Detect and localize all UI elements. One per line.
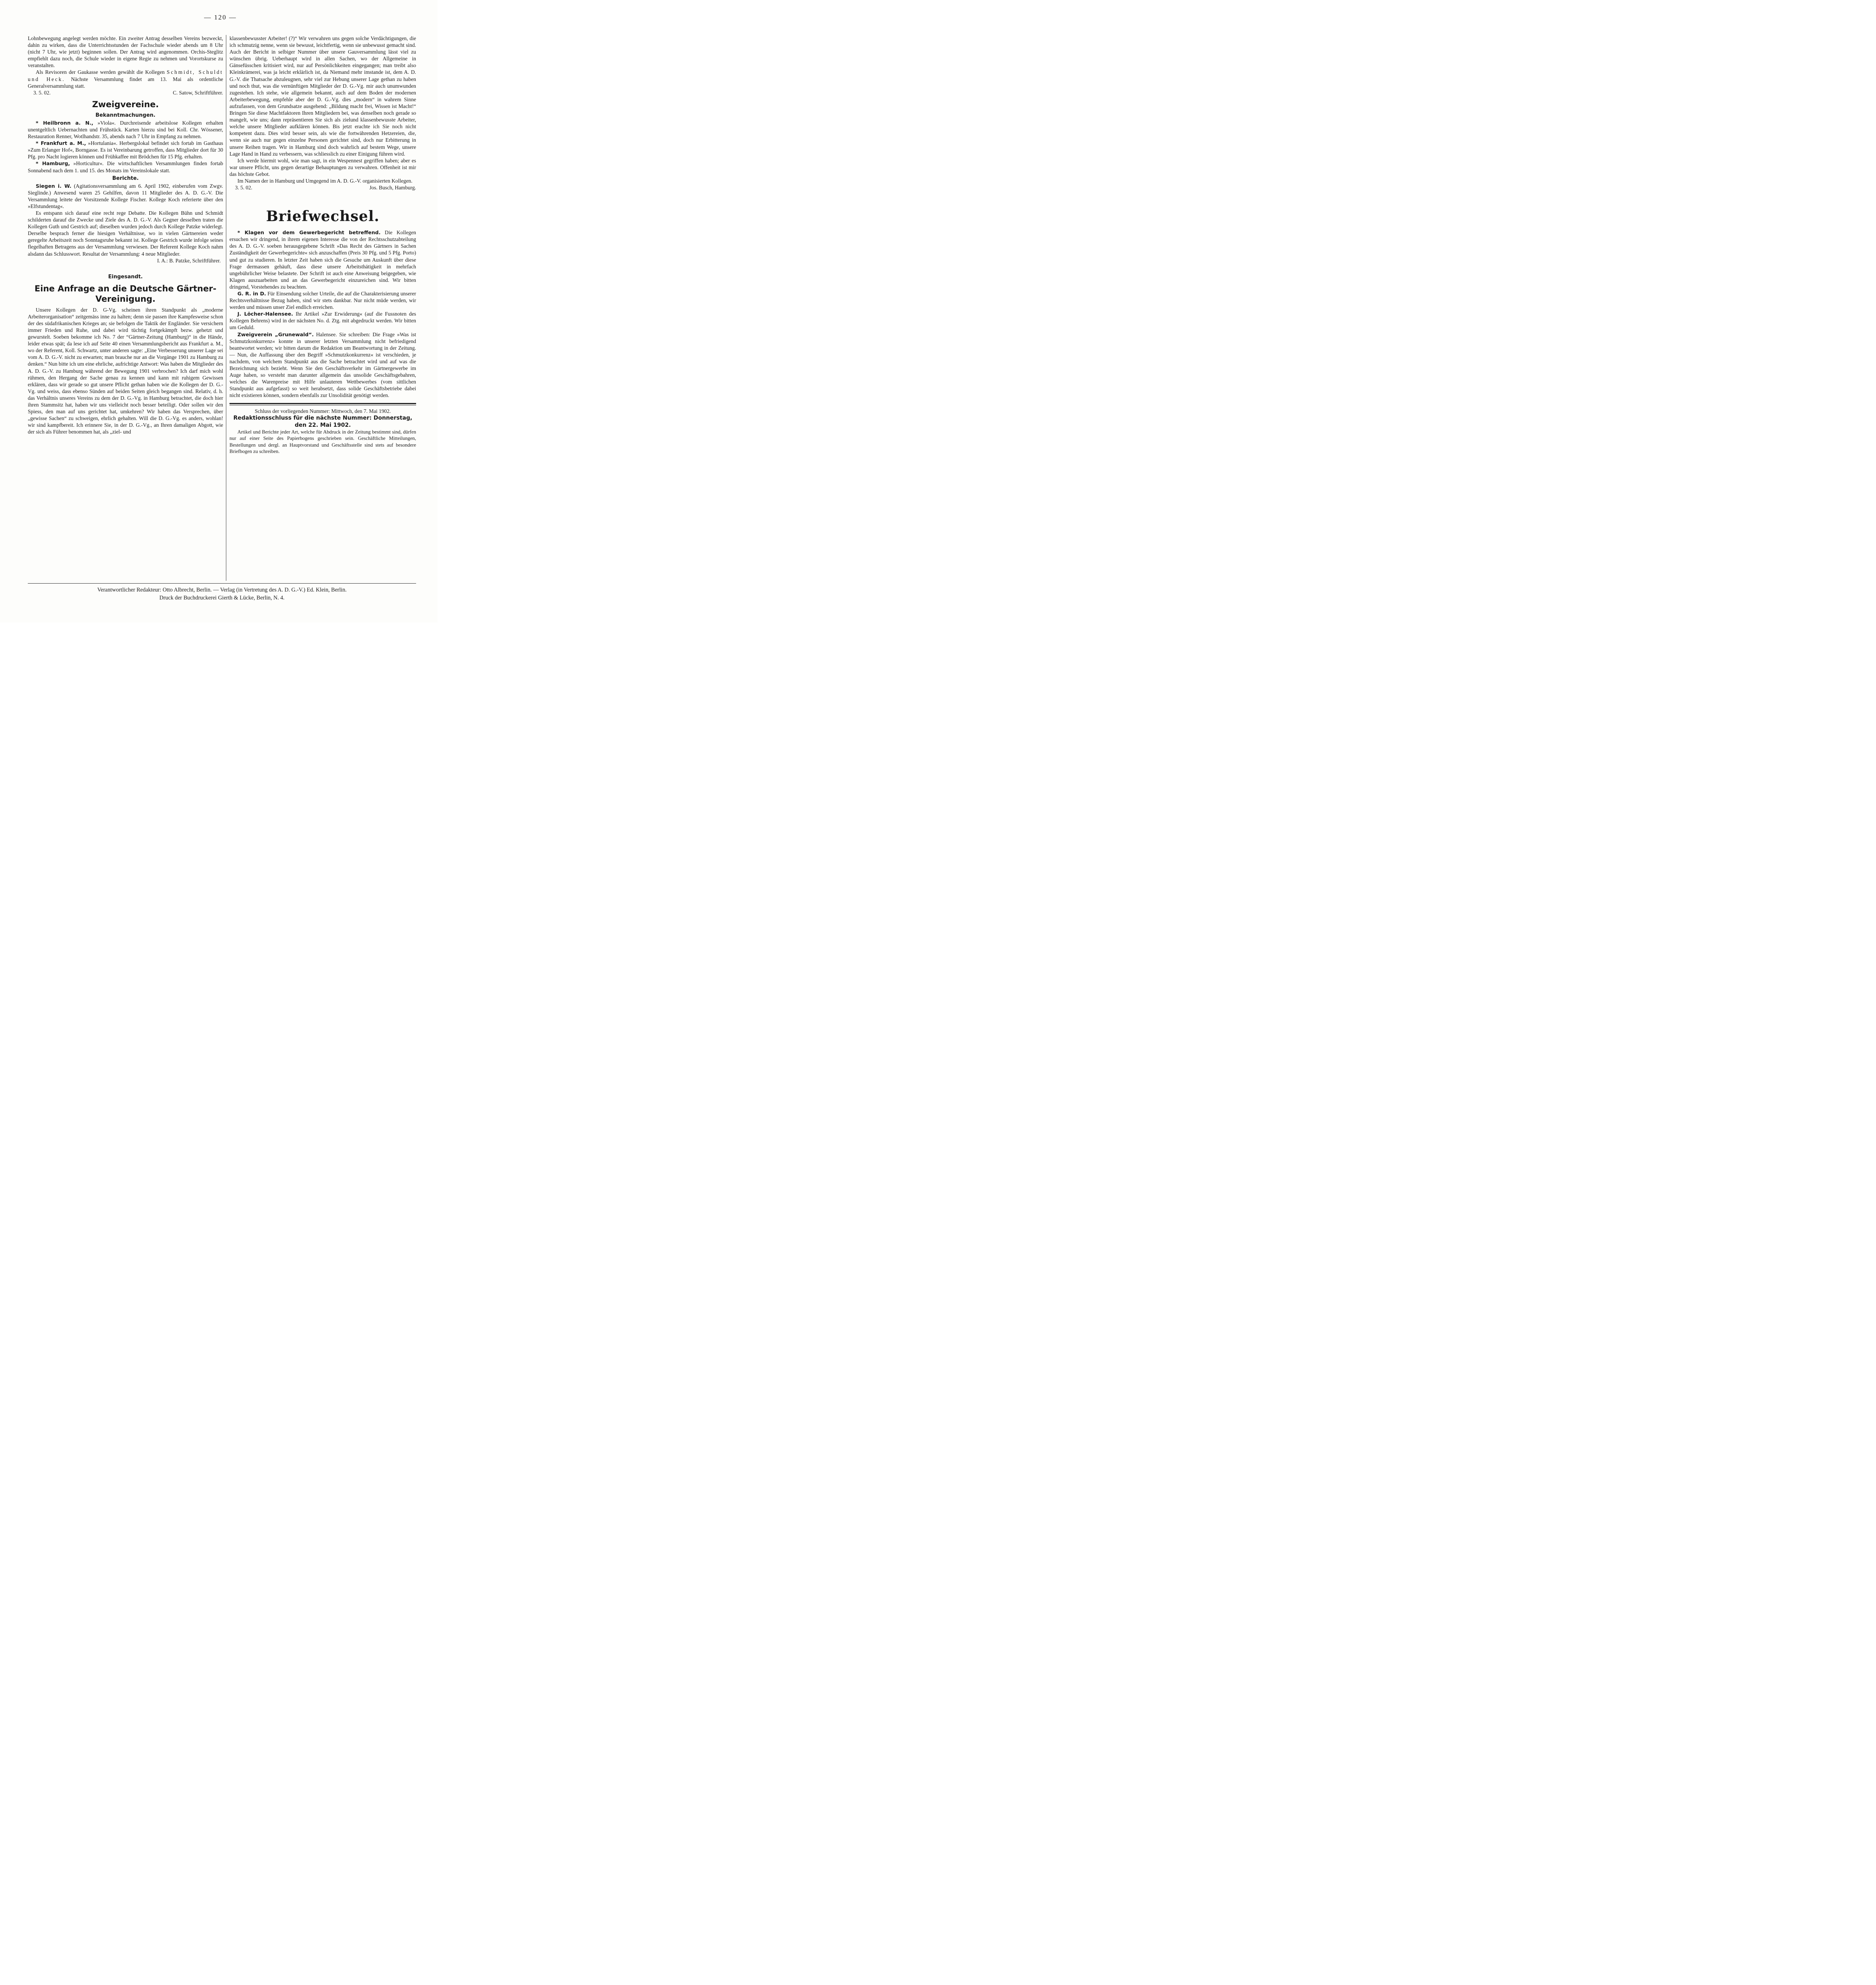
paragraph: klassenbewusster Arbeiter! (?)“ Wir verwahren uns gegen solche Verdächtigungen, die ich schmutzig nenne, wenn sie bewusst, leichtfertig, wenn sie unbewusst gemacht sind. Auch der Bericht in selbiger Nummer über unsere Gauversammlung lässt viel zu wünschen übrig. Ueberhaupt wird in allen Sachen, wo der Allgemeine in Gänsefüsschen kritisiert wird, nur auf Persönlichkeiten eingegangen; man treibt also Kleinkrämerei, was ja leicht erklärlich ist, da Niemand mehr imstande ist, dem A. D. G.-V. die Thatsache abzuleugnen, sehr viel zur Hebung unserer Lage gethan zu haben und noch thut, was die vernünftigen Mitglieder der D. G.-Vg. mir auch unumwunden zugestehen. Ich stehe, wie allgemein bekannt, auch auf dem Boden der modernen Arbeiterbewegung, empfehle aber der D. G.-Vg. dies „modern“ in wahrem Sinne aufzufassen, von dem Grundsatze ausgehend: „Bildung macht frei, Wissen ist Macht!“ Bringen Sie diese Machtfaktoren Ihren Mitgliedern bei, was denselben noch gerade so mangelt, wie uns; dann repräsentieren Sie sich als zielund klassenbewusste Arbeiter, welche unsere Mitglieder aufklären können. Bis jetzt erachte ich Sie noch nicht kompetent dazu. Dies wird besser sein, als wie die fortwährenden Hetzereien, die, wenn sie auch nur gegen einzelne Personen gerichtet sind, doch nur Erbitterung in unsere Reihen tragen. Wir in Hamburg sind doch wahrlich auf bestem Wege, unsere Lage Hand in Hand zu verbessern, was schliesslich zu einer Einigung führen wird. bbox=[229, 35, 416, 157]
section-heading-briefwechsel: Briefwechsel. bbox=[266, 208, 380, 225]
notice-heading: * Hamburg, bbox=[36, 160, 70, 167]
notice-hamburg bbox=[28, 160, 223, 173]
notice-text: »Hortulania«. Herbergslokal befindet sich fortab im Gasthaus »Zum Erlanger Hof«, Borngasse. Es ist Vereinbarung getroffen, dass Mitglieder dort für 30 Pfg. pro Nacht logieren können und Frühkaffee mit Brödchen für 15 Pfg. erhalten. bbox=[28, 140, 224, 160]
notice-closing-date: Schluss der vorliegenden Nummer: Mittwoch, den 7. Mai 1902. bbox=[255, 408, 391, 414]
paragraph: Ich werde hiermit wohl, wie man sagt, in ein Wespennest gegriffen haben; aber es war unsere Pflicht, uns gegen derartige Behauptungen zu verwahren. Offenheit ist mir das höchste Gebot. bbox=[229, 157, 416, 177]
signature-line bbox=[28, 89, 223, 96]
letter-heading: J. Löcher-Halensee. bbox=[237, 311, 293, 317]
letter-gr bbox=[229, 290, 416, 310]
signature-name: Jos. Busch, Hamburg. bbox=[369, 185, 416, 191]
article-title-anfrage: Eine Anfrage an die Deutsche Gärtner-Vereinigung. bbox=[35, 283, 216, 304]
letter-heading: G. R. in D. bbox=[237, 291, 266, 297]
paragraph bbox=[28, 69, 223, 89]
notice-instructions: Artikel und Berichte jeder Art, welche für Abdruck in der Zeitung bestimmt sind, dürfen nur auf einer Seite des Papierbogens geschrieben sein. Geschäftliche Mitteilungen, Bestellungen und dergl. an Hauptvorstand und Geschäftsstelle sind stets auf besondere Briefbogen zu schreiben. bbox=[229, 429, 416, 455]
signature-line: I. A.: B. Patzke, Schriftführer. bbox=[157, 257, 221, 264]
letter-text: Für Einsendung solcher Urteile, die auf die Charakterisierung unserer Rechtsverhältnisse Bezug haben, sind wir stets dankbar. Nur nicht müde werden, wir werden und müssen unser Ziel endlich erreichen. bbox=[229, 291, 416, 310]
paragraph: Es entspann sich darauf eine recht rege Debatte. Die Kollegen Bühn und Schmidt schilderten darauf die Zwecke und Ziele des A. D. G.-V. Als Gegner desselben traten die Kollegen Guth und Gestrich auf; dieselben wurden jedoch durch Kollege Patzke widerlegt. Derselbe besprach ferner die hiesigen Verhältnisse, wo in vielen Gärtnereien weder geregelte Arbeitszeit noch Sonntagsruhe bekannt ist. Kollege Gestrich wurde infolge seines flegelhaften Betragens aus der Versammlung verwiesen. Der Referent Kollege Koch nahm alsdann das Schlusswort. Resultat der Versammlung: 4 neue Mitglieder. bbox=[28, 210, 223, 257]
article-body: Unsere Kollegen der D. G-Vg. scheinen ihren Standpunkt als „moderne Arbeiterorganisation“ zeitgemäss inne zu halten; denn sie passen ihre Kampfesweise schon der des südafrikanischen Krieges an; sie befolgen die Taktik der Engländer. Sie versichern immer Frieden und Ruhe, und dabei wird tüchtig fortgekämpft bezw. gehetzt und gewurstelt. Soeben bekomme ich No. 7 der “Gärtner-Zeitung (Hamburg)“ in die Hände, leider etwas spät; da lese ich auf Seite 40 einen Versammlungsbericht aus Frankfurt a. M., wo der Referent, Koll. Schwartz, unter anderen sagte: „Eine Verbesserung unserer Lage sei vom A. D. G.-V. nicht zu erwarten; man brauche nur an die Vorgänge 1901 zu Hamburg zu denken.“ Nun bitte ich um eine ehrliche, aufrichtige Antwort: Was haben die Mitglieder des A. D. G.-V. zu Hamburg während der Bewegung 1901 verbrochen? Ich darf mich wohl rühmen, den Hergang der Sache genau zu kennen und kann mit ruhigem Gewissen erklären, dass wir gerade so gut unsere Pflicht gethan haben wie die Kollegen der D. G.-Vg. und weiss, dass ebenso Sünden auf beiden Seiten gleich begangen sind. Relativ, d. h. das Verhältnis unseres Vereins zu dem der D. G.-Vg. in Hamburg betrachtet, die doch hier ihren Stammsitz hat, haben wir uns vielleicht noch besser beteiligt. Oder sollen wir den Spiess, den man auf uns gerichtet hat, umkehren? Wir haben das Versprechen, über „gewisse Sachen“ zu schweigen, ehrlich gehalten. Will die D. G.-Vg. es anders, wohlan! wir sind kampfbereit. Ich erinnere Sie, in der D. G.-Vg., an Ihren damaligen Abgott, wie der sich als Führer benommen hat, als „ziel- und bbox=[28, 306, 223, 435]
divider-thick bbox=[229, 403, 416, 404]
letter-klagen bbox=[229, 229, 416, 290]
letter-text: Halensee. Sie schreiben: Die Frage »Was ist Schmutzkonkurrenz« konnte in unserer letzten Versammlung nicht befriedigend beantwortet werden; wir bitten darum die Redaktion um Beantwortung in der Zeitung. — Nun, die Auffassung über den Begriff »Schmutzkonkurrenz« ist verschieden, je nachdem, von welchem Standpunkt aus die Sache betrachtet wird und auf was die Bezeichnung sich bezieht. Wenn Sie den Geschäftsverkehr im Gärtnergewerbe im Auge haben, so versteht man darunter allgemein das unsolide Geschäftsgebahren, welches die Warenpreise mit Hilfe unlauteren Wettbewerbes (vom sittlichen Standpunkt aus aufgefasst) so weit herabsetzt, dass solide Geschäftsbetriebe dabei nicht existieren können, sondern ebenfalls zur Unsolidität genötigt werden. bbox=[229, 331, 416, 399]
newspaper-page bbox=[0, 0, 438, 622]
letter-grunewald bbox=[229, 331, 416, 399]
paragraph-text: Als Revisoren der Gaukasse werden gewählt die Kollegen bbox=[36, 69, 165, 75]
subheading-berichte: Berichte. bbox=[112, 175, 139, 181]
page-number: — 120 — bbox=[204, 13, 237, 21]
letter-heading: * Klagen vor dem Gewerbegericht betreffend. bbox=[237, 229, 381, 236]
paragraph: Im Namen der in Hamburg und Umgegend im A. D. G.-V. organisierten Kollegen. bbox=[237, 177, 413, 184]
imprint-editor-line: Verantwortlicher Redakteur: Otto Albrecht, Berlin. — Verlag (in Vertretung des A. D. G.-V.) Ed. Klein, Berlin. bbox=[97, 587, 347, 593]
notice-text: »Viola«. Durchreisende arbeitslose Kollegen erhalten unentgeltlich Uebernachten und Frühstück. Karten hierzu sind bei Koll. Chr. Wössener, Restauration Renner, Wotlhandstr. 35, abends nach 7 Uhr in Empfang zu nehmen. bbox=[28, 119, 223, 140]
subheading-eingesandt: Eingesandt. bbox=[108, 274, 143, 280]
subheading-bekanntmachungen: Bekanntmachungen. bbox=[95, 112, 156, 118]
section-heading-zweigvereine: Zweigvereine. bbox=[92, 99, 159, 109]
letter-heading: Zweigverein „Grunewald“. bbox=[237, 331, 314, 337]
editorial-notice bbox=[229, 408, 416, 455]
report-text: (Agitationsversammlung am 6. April 1902, einberufen vom Zwgv. Sieglinde.) Anwesend waren 25 Gehilfen, davon 11 Mitglieder des A. D. G.-V. Die Versammlung leitete der Vorsitzende Kollege Fischer. Kollege Koch referierte über den »Elfstundentag«. bbox=[28, 183, 223, 209]
paragraph-text: Nächste Versammlung findet am 13. Mai als ordentliche Generalversammlung statt. bbox=[28, 76, 223, 89]
letter-text: Die Kollegen ersuchen wir dringend, in ihrem eigenen Interesse die von der Rechtsschutzabteilung des A. D. G.-V. soeben herausgegebene Schrift »Das Recht des Gärtners in Sachen Zuständigkeit der Gewerbegerichte« sich anzuschaffen (Preis 30 Pfg. und 5 Pfg. Porto) und gut zu studieren. In letzter Zeit haben sich die Gesuche um Auskunft über diese Frage dermassen gehäuft, dass diese unsere Arbeitsthätigkeit in mehrfach ungebührlicher Weise belastete. Der Schrift ist auch eine Anweisung beigegeben, wie Klagen auszuarbeiten und an das Gewerbegericht einzureichen sind. Wir bitten dringend, Vorstehendes zu beachten. bbox=[229, 229, 416, 290]
right-column bbox=[229, 35, 416, 455]
letter-locher bbox=[229, 310, 416, 331]
report-siegen bbox=[28, 183, 223, 210]
imprint-footer bbox=[28, 586, 416, 602]
notice-next-deadline: Redaktionsschluss für die nächste Nummer: Donnerstag, den 22. Mai 1902. bbox=[233, 414, 413, 428]
signature-date: 3. 5. 02. bbox=[33, 89, 51, 96]
notice-heading: * Heilbronn a. N., bbox=[36, 119, 93, 126]
notice-text: »Horticultur«. Die wirtschaftlichen Versammlungen finden fortab Sonnabend nach dem 1. und 15. des Monats im Vereinslokale statt. bbox=[28, 160, 223, 173]
notice-heading: * Frankfurt a. M., bbox=[36, 140, 86, 146]
signature-date: 3. 5. 02. bbox=[235, 185, 253, 191]
report-heading: Siegen i. W. bbox=[36, 183, 71, 189]
notice-frankfurt bbox=[28, 140, 223, 160]
paragraph: Lohnbewegung angelegt werden möchte. Ein zweiter Antrag desselben Vereins bezweckt, dahin zu wirken, dass die Unterrichtsstunden der Fachschule wieder abends um 8 Uhr (nicht 7 Uhr, wie jetzt) beginnen sollen. Der Antrag wird angenommen. Orchis-Steglitz empfiehlt dazu noch, die Schule wieder in eigene Regie zu nehmen und Vorortskurse zu veranstalten. bbox=[28, 35, 223, 69]
imprint-printer-line: Druck der Buchdruckerei Gierth & Lücke, Berlin, N. 4. bbox=[159, 595, 285, 601]
notice-heilbronn bbox=[28, 119, 223, 140]
spaced-names: Schmidt, Schuldt und Heck. bbox=[28, 69, 223, 82]
footer-divider bbox=[28, 583, 416, 584]
letter-text: Ihr Artikel »Zur Erwiderung« (auf die Fussnoten des Kollegen Behrens) wird in der nächsten No. d. Ztg. mit abgedruckt werden. Wir bitten um Geduld. bbox=[229, 311, 416, 331]
signature-name: C. Satow, Schriftführer. bbox=[173, 89, 223, 96]
left-column bbox=[28, 35, 223, 436]
signature-line bbox=[229, 184, 416, 191]
